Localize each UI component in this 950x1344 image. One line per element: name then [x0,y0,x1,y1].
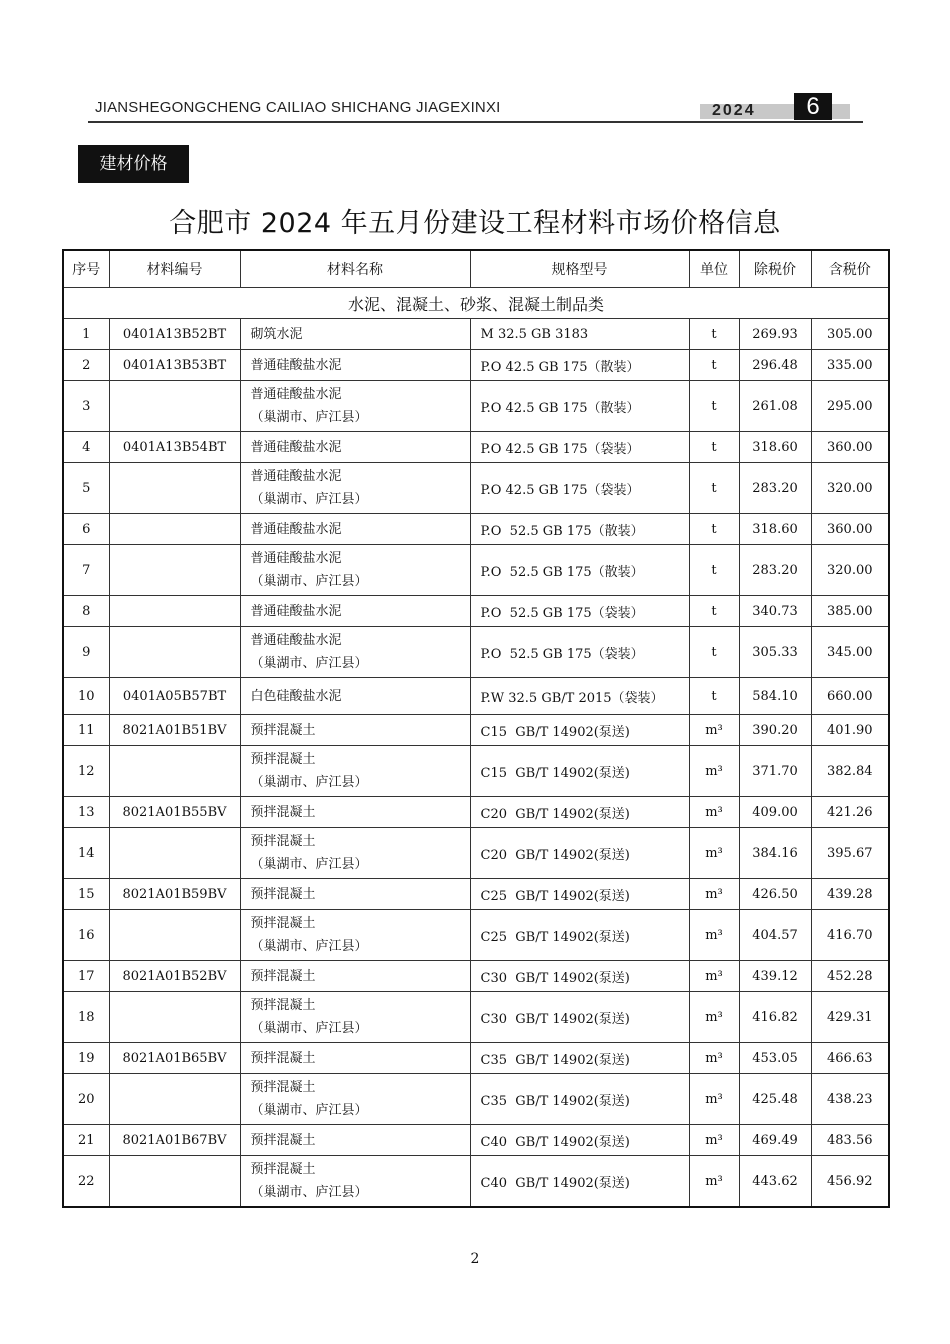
material-region: （巢湖市、庐江县） [250,1021,368,1036]
cell-unit: m³ [689,961,739,992]
cell-name [240,463,470,514]
cell-price-inc-tax: 439.28 [811,879,889,910]
cell-price-ex-tax: 584.10 [739,678,811,715]
table-row [63,715,889,746]
cell-price-inc-tax: 429.31 [811,992,889,1043]
cell-no: 11 [63,715,109,746]
cell-price-inc-tax: 660.00 [811,678,889,715]
material-name: 普通硅酸盐水泥 [250,633,342,648]
cell-unit: t [689,432,739,463]
cell-code: 8021A01B52BV [109,961,240,992]
material-region: （巢湖市、庐江县） [250,574,368,589]
material-region: （巢湖市、庐江县） [250,656,368,671]
cell-unit: m³ [689,1125,739,1156]
cell-price-inc-tax: 305.00 [811,319,889,350]
table-row [63,627,889,678]
issue-number-badge: 6 [794,93,832,120]
section-tag: 建材价格 [78,145,189,183]
cell-unit: t [689,350,739,381]
cell-no: 8 [63,596,109,627]
cell-price-inc-tax: 345.00 [811,627,889,678]
material-name: 预拌混凝土 [250,886,316,902]
material-name: 预拌混凝土 [250,804,316,820]
cell-code: 0401A13B52BT [109,319,240,350]
cell-name [240,596,470,627]
running-title: JIANSHEGONGCHENG CAILIAO SHICHANG JIAGEXINXI [95,99,501,116]
table-row [63,350,889,381]
cell-no: 18 [63,992,109,1043]
material-name: 普通硅酸盐水泥 [250,521,342,537]
cell-price-inc-tax: 452.28 [811,961,889,992]
cell-price-inc-tax: 401.90 [811,715,889,746]
cell-unit: m³ [689,1074,739,1125]
header-year: 2024 [712,102,756,119]
cell-price-ex-tax: 283.20 [739,463,811,514]
cell-name [240,514,470,545]
cell-name [240,350,470,381]
cell-spec: C35 GB/T 14902(泵送) [470,1043,689,1074]
category-row [63,288,889,319]
table-row [63,1156,889,1208]
material-name: 白色硅酸盐水泥 [250,688,342,704]
cell-price-inc-tax: 385.00 [811,596,889,627]
cell-no: 17 [63,961,109,992]
cell-price-ex-tax: 443.62 [739,1156,811,1208]
cell-no: 9 [63,627,109,678]
cell-name [240,961,470,992]
cell-price-ex-tax: 453.05 [739,1043,811,1074]
cell-unit: t [689,627,739,678]
table-header-row [63,250,889,288]
cell-unit: m³ [689,1043,739,1074]
cell-name [240,992,470,1043]
cell-unit: m³ [689,797,739,828]
cell-name [240,797,470,828]
cell-name [240,1074,470,1125]
cell-no: 20 [63,1074,109,1125]
material-region: （巢湖市、庐江县） [250,857,368,872]
material-name: 普通硅酸盐水泥 [250,469,342,484]
cell-spec: P.O 42.5 GB 175（散装） [470,350,689,381]
cell-spec: C20 GB/T 14902(泵送) [470,797,689,828]
material-region: （巢湖市、庐江县） [250,1185,368,1200]
material-region: （巢湖市、庐江县） [250,1103,368,1118]
material-name: 普通硅酸盐水泥 [250,439,342,455]
cell-unit: t [689,514,739,545]
cell-code: 8021A01B51BV [109,715,240,746]
cell-code [109,992,240,1043]
cell-price-ex-tax: 416.82 [739,992,811,1043]
material-name: 预拌混凝土 [250,1132,316,1148]
cell-price-ex-tax: 305.33 [739,627,811,678]
cell-code [109,1156,240,1208]
cell-code [109,596,240,627]
cell-unit: m³ [689,828,739,879]
price-table [62,249,890,1208]
cell-name [240,746,470,797]
cell-code [109,627,240,678]
cell-price-inc-tax: 335.00 [811,350,889,381]
material-region: （巢湖市、庐江县） [250,939,368,954]
cell-unit: m³ [689,1156,739,1208]
cell-price-inc-tax: 320.00 [811,545,889,596]
cell-spec: C35 GB/T 14902(泵送) [470,1074,689,1125]
cell-no: 16 [63,910,109,961]
cell-price-inc-tax: 320.00 [811,463,889,514]
cell-spec: P.O 42.5 GB 175（散装） [470,381,689,432]
cell-no: 19 [63,1043,109,1074]
cell-unit: m³ [689,910,739,961]
cell-spec: P.O 52.5 GB 175（散装） [470,514,689,545]
cell-no: 2 [63,350,109,381]
table-row [63,432,889,463]
page-number: 2 [470,1251,480,1267]
cell-no: 14 [63,828,109,879]
cell-price-ex-tax: 371.70 [739,746,811,797]
cell-price-ex-tax: 296.48 [739,350,811,381]
cell-no: 10 [63,678,109,715]
cell-code: 0401A05B57BT [109,678,240,715]
cell-code: 8021A01B55BV [109,797,240,828]
cell-spec: C30 GB/T 14902(泵送) [470,961,689,992]
cell-price-ex-tax: 390.20 [739,715,811,746]
cell-name [240,715,470,746]
cell-code: 8021A01B65BV [109,1043,240,1074]
table-row [63,381,889,432]
material-name: 砌筑水泥 [250,326,303,342]
cell-code [109,746,240,797]
cell-spec: P.O 52.5 GB 175（散装） [470,545,689,596]
cell-price-ex-tax: 404.57 [739,910,811,961]
material-name: 预拌混凝土 [250,722,316,738]
table-row [63,1125,889,1156]
table-row [63,678,889,715]
material-name: 预拌混凝土 [250,1050,316,1066]
cell-unit: t [689,463,739,514]
cell-price-ex-tax: 318.60 [739,514,811,545]
cell-code: 8021A01B59BV [109,879,240,910]
cell-code: 0401A13B54BT [109,432,240,463]
table-row [63,596,889,627]
material-name: 预拌混凝土 [250,968,316,984]
cell-spec: P.O 42.5 GB 175（袋装） [470,432,689,463]
table-row [63,828,889,879]
table-row [63,1074,889,1125]
cell-spec: M 32.5 GB 3183 [470,319,689,350]
cell-unit: m³ [689,992,739,1043]
cell-price-ex-tax: 469.49 [739,1125,811,1156]
cell-no: 12 [63,746,109,797]
cell-price-inc-tax: 483.56 [811,1125,889,1156]
cell-unit: t [689,319,739,350]
cell-price-inc-tax: 295.00 [811,381,889,432]
material-name: 预拌混凝土 [250,998,316,1013]
cell-unit: t [689,381,739,432]
table-row [63,746,889,797]
col-header-name: 材料名称 [240,250,470,288]
table-row [63,910,889,961]
table-row [63,797,889,828]
cell-code [109,514,240,545]
cell-price-inc-tax: 395.67 [811,828,889,879]
cell-name [240,678,470,715]
table-row [63,1043,889,1074]
cell-no: 21 [63,1125,109,1156]
table-row [63,463,889,514]
cell-price-inc-tax: 382.84 [811,746,889,797]
cell-price-inc-tax: 360.00 [811,432,889,463]
col-header-spec: 规格型号 [470,250,689,288]
cell-price-ex-tax: 426.50 [739,879,811,910]
cell-unit: m³ [689,715,739,746]
cell-spec: C25 GB/T 14902(泵送) [470,910,689,961]
cell-price-inc-tax: 360.00 [811,514,889,545]
cell-name [240,828,470,879]
material-name: 预拌混凝土 [250,1162,316,1177]
col-header-no: 序号 [63,250,109,288]
cell-price-inc-tax: 416.70 [811,910,889,961]
cell-spec: C25 GB/T 14902(泵送) [470,879,689,910]
material-name: 普通硅酸盐水泥 [250,387,342,402]
table-row [63,319,889,350]
table-row [63,879,889,910]
cell-spec: C40 GB/T 14902(泵送) [470,1156,689,1208]
cell-price-inc-tax: 456.92 [811,1156,889,1208]
col-header-code: 材料编号 [109,250,240,288]
col-header-price-inc-tax: 含税价 [811,250,889,288]
material-name: 预拌混凝土 [250,916,316,931]
cell-price-inc-tax: 421.26 [811,797,889,828]
material-region: （巢湖市、庐江县） [250,410,368,425]
material-name: 预拌混凝土 [250,752,316,767]
cell-name [240,1043,470,1074]
cell-name [240,545,470,596]
cell-name [240,627,470,678]
cell-unit: m³ [689,746,739,797]
cell-price-ex-tax: 283.20 [739,545,811,596]
cell-name [240,432,470,463]
cell-spec: P.O 52.5 GB 175（袋装） [470,627,689,678]
cell-no: 3 [63,381,109,432]
col-header-unit: 单位 [689,250,739,288]
cell-spec: P.O 42.5 GB 175（袋装） [470,463,689,514]
cell-price-ex-tax: 318.60 [739,432,811,463]
material-name: 普通硅酸盐水泥 [250,357,342,373]
cell-no: 6 [63,514,109,545]
cell-unit: t [689,596,739,627]
cell-price-ex-tax: 409.00 [739,797,811,828]
cell-spec: C20 GB/T 14902(泵送) [470,828,689,879]
cell-name [240,879,470,910]
cell-unit: t [689,545,739,596]
cell-price-inc-tax: 466.63 [811,1043,889,1074]
cell-name [240,1156,470,1208]
cell-no: 15 [63,879,109,910]
cell-code: 8021A01B67BV [109,1125,240,1156]
cell-no: 7 [63,545,109,596]
page-title: 合肥市 2024 年五月份建设工程材料市场价格信息 [169,208,781,239]
material-name: 普通硅酸盐水泥 [250,603,342,619]
cell-no: 5 [63,463,109,514]
cell-price-inc-tax: 438.23 [811,1074,889,1125]
cell-price-ex-tax: 340.73 [739,596,811,627]
cell-no: 4 [63,432,109,463]
cell-code [109,381,240,432]
cell-name [240,910,470,961]
cell-code [109,545,240,596]
cell-name [240,1125,470,1156]
material-name: 预拌混凝土 [250,1080,316,1095]
table-row [63,992,889,1043]
material-name: 普通硅酸盐水泥 [250,551,342,566]
cell-name [240,319,470,350]
col-header-price-ex-tax: 除税价 [739,250,811,288]
cell-no: 1 [63,319,109,350]
material-region: （巢湖市、庐江县） [250,775,368,790]
cell-code [109,910,240,961]
cell-code: 0401A13B53BT [109,350,240,381]
header-rule [88,121,863,123]
cell-name [240,381,470,432]
cell-code [109,828,240,879]
category-label: 水泥、混凝土、砂浆、混凝土制品类 [63,288,889,319]
table-row [63,514,889,545]
cell-price-ex-tax: 384.16 [739,828,811,879]
cell-unit: t [689,678,739,715]
cell-spec: P.W 32.5 GB/T 2015（袋装） [470,678,689,715]
cell-price-ex-tax: 439.12 [739,961,811,992]
cell-no: 22 [63,1156,109,1208]
cell-price-ex-tax: 261.08 [739,381,811,432]
table-row [63,961,889,992]
material-name: 预拌混凝土 [250,834,316,849]
cell-price-ex-tax: 425.48 [739,1074,811,1125]
cell-spec: C15 GB/T 14902(泵送) [470,746,689,797]
cell-spec: C40 GB/T 14902(泵送) [470,1125,689,1156]
cell-spec: C15 GB/T 14902(泵送) [470,715,689,746]
cell-unit: m³ [689,879,739,910]
material-region: （巢湖市、庐江县） [250,492,368,507]
cell-price-ex-tax: 269.93 [739,319,811,350]
cell-spec: P.O 52.5 GB 175（袋装） [470,596,689,627]
cell-spec: C30 GB/T 14902(泵送) [470,992,689,1043]
cell-no: 13 [63,797,109,828]
table-row [63,545,889,596]
cell-code [109,463,240,514]
cell-code [109,1074,240,1125]
